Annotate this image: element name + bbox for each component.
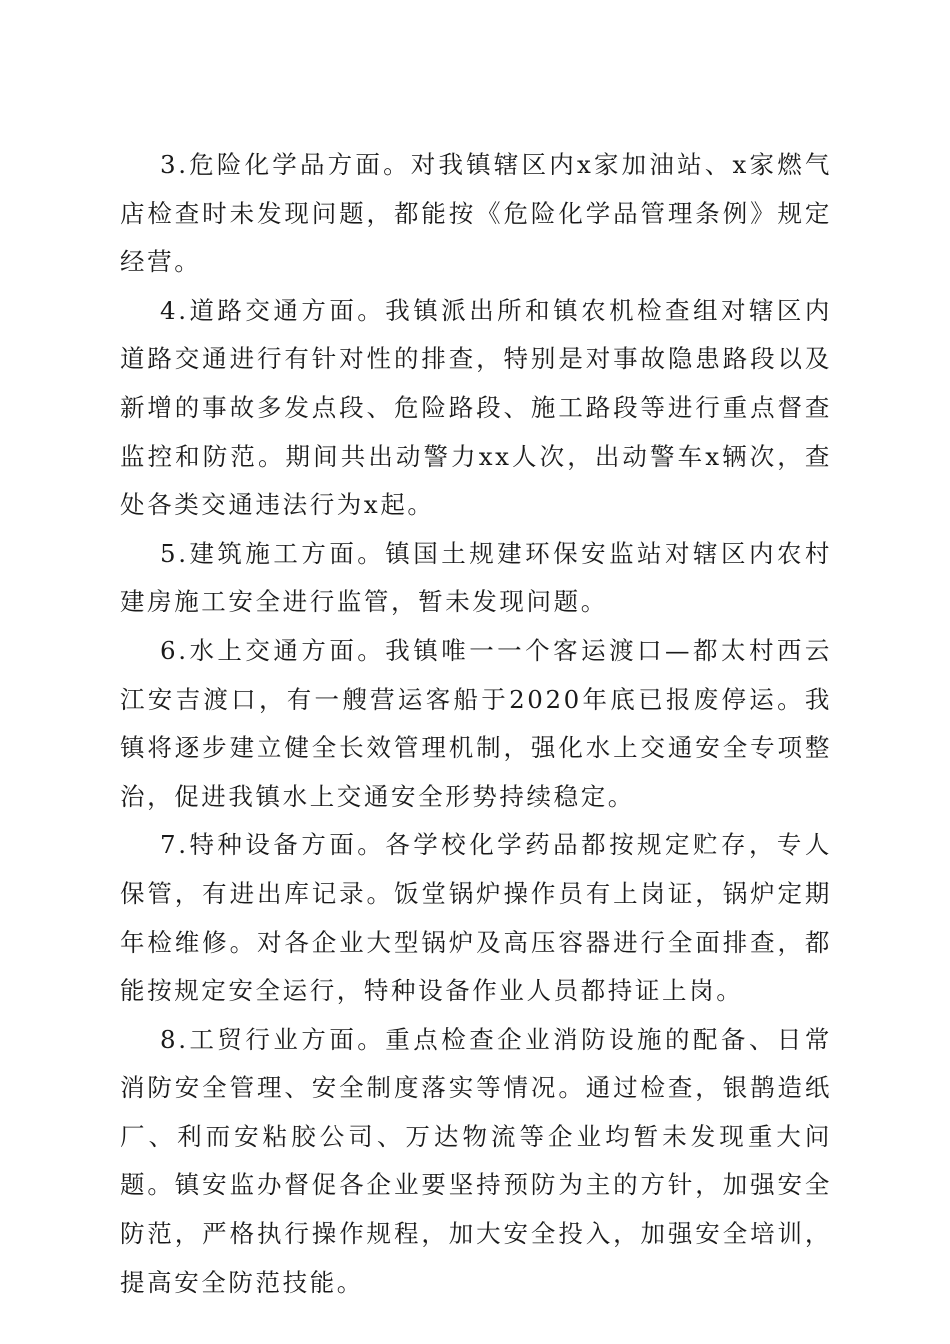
paragraph-water-traffic: 6.水上交通方面。我镇唯一一个客运渡口—都太村西云江安吉渡口，有一艘营运客船于2020年底已报废停运。我镇将逐步建立健全长效管理机制，强化水上交通安全专项整治，促进我镇水上交通安全形势持续稳定。 (120, 635, 832, 811)
paragraph-construction: 5.建筑施工方面。镇国土规建环保安监站对辖区内农村建房施工安全进行监管，暂未发现问题。 (120, 538, 832, 617)
paragraph-hazardous-chemicals: 3.危险化学品方面。对我镇辖区内x家加油站、x家燃气店检查时未发现问题，都能按《危险化学品管理条例》规定经营。 (120, 150, 832, 277)
paragraph-special-equipment: 7.特种设备方面。各学校化学药品都按规定贮存，专人保管，有进出库记录。饭堂锅炉操作员有上岗证，锅炉定期年检维修。对各企业大型锅炉及高压容器进行全面排查，都能按规定安全运行，特种设备作业人员都持证上岗。 (120, 830, 832, 1006)
document-body (120, 141, 832, 1307)
paragraph-industry-trade: 8.工贸行业方面。重点检查企业消防设施的配备、日常消防安全管理、安全制度落实等情况。通过检查，银鹊造纸厂、利而安粘胶公司、万达物流等企业均暂未发现重大问题。镇安监办督促各企业要坚持预防为主的方针，加强安全防范，严格执行操作规程，加大安全投入，加强安全培训，提高安全防范技能。 (120, 1024, 832, 1297)
paragraph-road-traffic: 4.道路交通方面。我镇派出所和镇农机检查组对辖区内道路交通进行有针对性的排查，特别是对事故隐患路段以及新增的事故多发点段、危险路段、施工路段等进行重点督查监控和防范。期间共出动警力xx人次，出动警车x辆次，查处各类交通违法行为x起。 (120, 295, 832, 520)
